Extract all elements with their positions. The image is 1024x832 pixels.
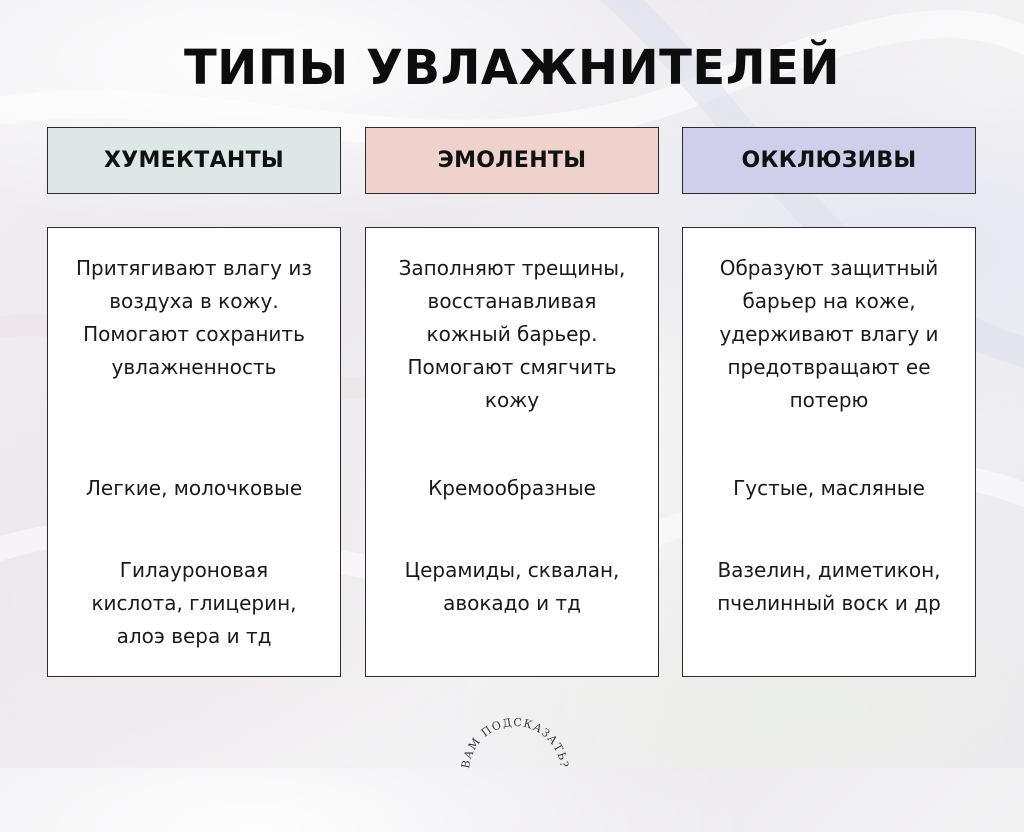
column-header-label: ЭМОЛЕНТЫ xyxy=(437,148,587,173)
stamp-logo xyxy=(455,712,575,832)
column-examples: Гилауроновая кислота, глицерин, алоэ вера и тд xyxy=(91,558,297,648)
column-header-humectants xyxy=(47,127,341,194)
stamp-text: ВАМ ПОДСКАЗАТЬ? xyxy=(459,715,571,770)
column-header-occlusives xyxy=(682,127,976,194)
column-header-label: ОККЛЮЗИВЫ xyxy=(741,148,917,173)
column-description: Притягивают влагу из воздуха в кожу. Помогают сохранить увлажненность xyxy=(76,256,312,379)
column-header-emollients xyxy=(365,127,659,194)
column-description: Образуют защитный барьер на коже, удерживают влагу и предотвращают ее потерю xyxy=(719,256,939,412)
page-title: ТИПЫ УВЛАЖНИТЕЛЕЙ xyxy=(183,40,841,96)
column-examples: Церамиды, сквалан, авокадо и тд xyxy=(404,558,620,615)
column-body-emollients xyxy=(365,227,659,677)
column-description: Заполняют трещины, восстанавливая кожный барьер. Помогают смягчить кожу xyxy=(398,256,626,412)
column-examples: Вазелин, диметикон, пчелинный воск и др xyxy=(717,558,941,615)
column-header-label: ХУМЕКТАНТЫ xyxy=(103,148,285,173)
svg-text:ВАМ ПОДСКАЗАТЬ? xyxy=(459,716,571,769)
column-texture: Легкие, молочковые xyxy=(85,476,303,500)
column-body-humectants xyxy=(47,227,341,677)
column-texture: Густые, масляные xyxy=(733,476,925,500)
column-body-occlusives xyxy=(682,227,976,677)
column-texture: Кремообразные xyxy=(428,476,596,500)
